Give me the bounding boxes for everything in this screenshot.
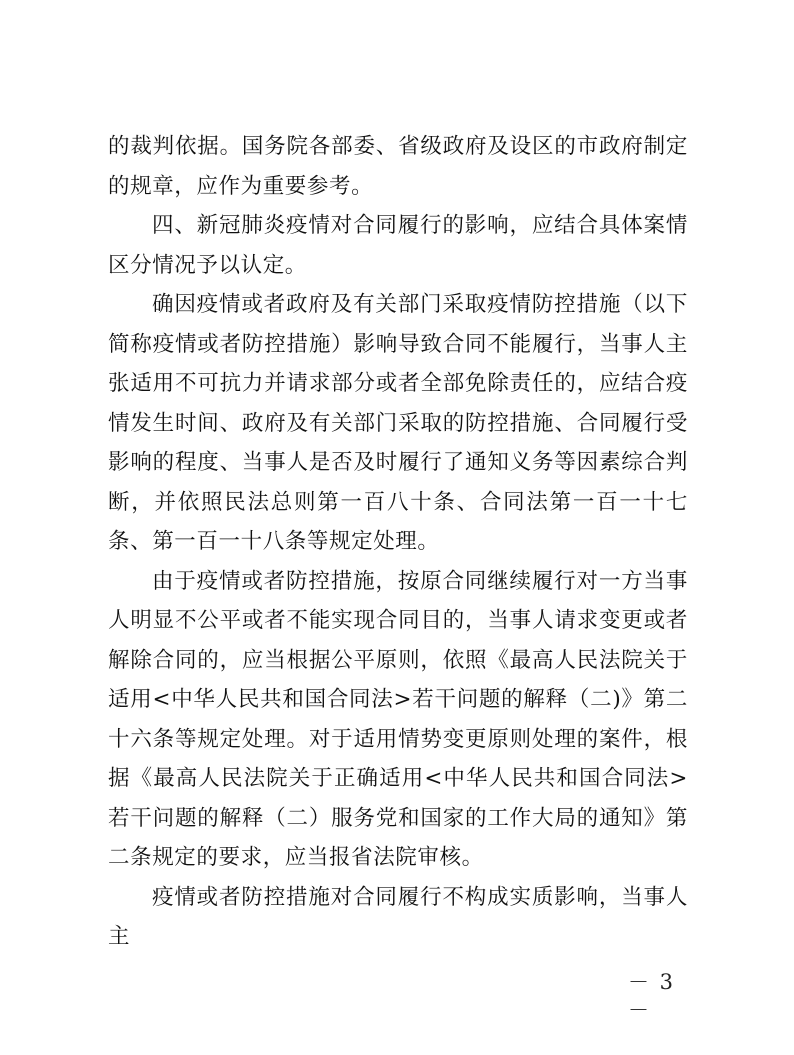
page-number: － 3 － bbox=[628, 970, 676, 1022]
paragraph-section-four-heading: 四、新冠肺炎疫情对合同履行的影响，应结合具体案情区分情况予以认定。 bbox=[108, 213, 688, 278]
paragraph-continuation: 的裁判依据。国务院各部委、省级政府及设区的市政府制定的规章，应作为重要参考。 bbox=[108, 134, 688, 199]
paragraph-no-substantial-impact: 疫情或者防控措施对合同履行不构成实质影响，当事人主 bbox=[108, 884, 688, 949]
paragraph-change-of-circumstances: 由于疫情或者防控措施，按原合同继续履行对一方当事人明显不公平或者不能实现合同目的，当事人请求变更或者解除合同的，应当根据公平原则，依照《最高人民法院关于适用<中华人民共和国合同法>若干问题的解释（二)》第二十六条等规定处理。对于适用情势变更原则处理的案件，根据《最高人民法院关于正确适用<中华人民共和国合同法>若干问题的解释（二）服务党和国家的工作大局的通知》第二条规定的要求，应当报省法院审核。 bbox=[108, 568, 688, 870]
document-body bbox=[108, 127, 688, 957]
paragraph-force-majeure: 确因疫情或者政府及有关部门采取疫情防控措施（以下简称疫情或者防控措施）影响导致合同不能履行，当事人主张适用不可抗力并请求部分或者全部免除责任的，应结合疫情发生时间、政府及有关部门采取的防控措施、合同履行受影响的程度、当事人是否及时履行了通知义务等因素综合判断，并依照民法总则第一百八十条、合同法第一百一十七条、第一百一十八条等规定处理。 bbox=[108, 292, 688, 554]
